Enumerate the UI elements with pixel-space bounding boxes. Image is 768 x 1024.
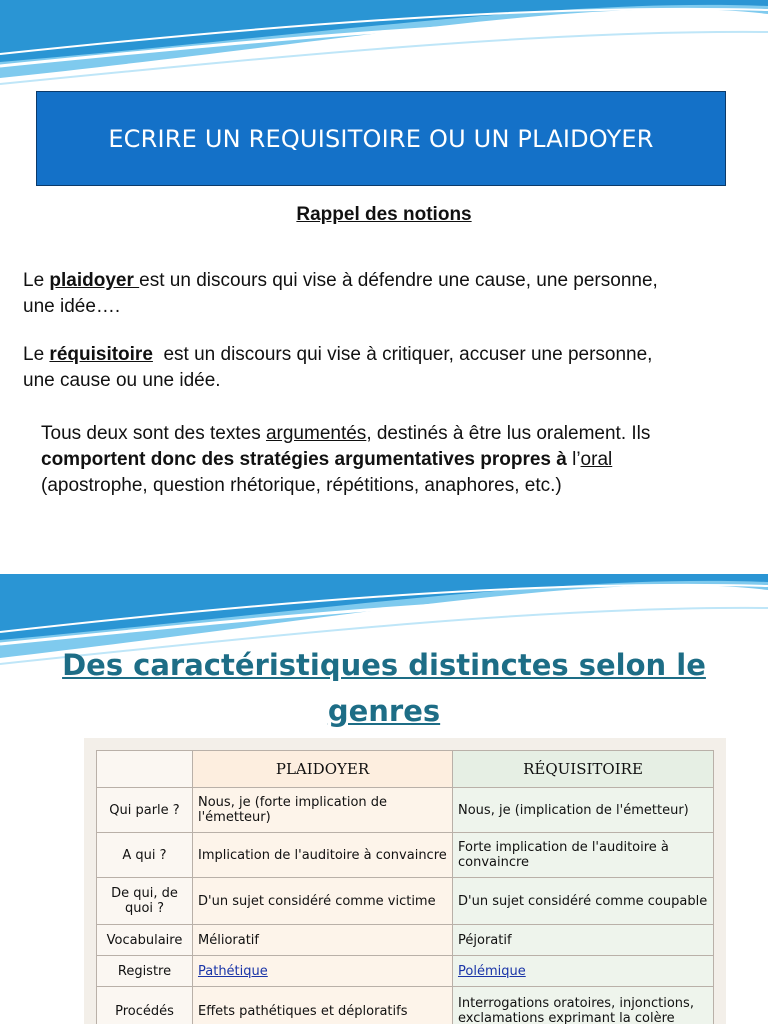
header-plaidoyer: PLAIDOYER [193,751,453,788]
slide-2-heading [0,642,768,734]
p3-rest: , destinés à être lus oralement. Ils [366,423,651,444]
p1-rest: est un discours qui vise à défendre une cause, une personne, [139,270,658,291]
subtitle [0,204,768,226]
heading-line-2: genres [327,694,441,728]
requisitoire-cell: Forte implication de l'auditoire à convaincre [453,833,714,878]
p1-line2: une idée…. [23,296,121,317]
term-requisitoire: réquisitoire [49,344,153,365]
table-header-row [97,751,714,788]
title-banner [36,91,726,186]
slide-2 [0,574,768,1024]
plaidoyer-cell: Implication de l'auditoire à convaincre [193,833,453,878]
table-row [97,788,714,833]
requisitoire-cell: Nous, je (implication de l'émetteur) [453,788,714,833]
heading-line-1: Des caractéristiques distinctes selon le [62,648,706,682]
plaidoyer-cell: Nous, je (forte implication de l'émetteur) [193,788,453,833]
table-row [97,987,714,1024]
p3-mid: l’ [566,449,581,470]
term-oral: oral [580,449,613,470]
subtitle-text: Rappel des notions [296,204,472,225]
term-argumentes: argumentés [265,423,367,444]
plaidoyer-definition [23,268,748,320]
p1-prefix: Le [23,270,50,291]
row-label: Procédés [97,987,193,1024]
table-row [97,925,714,956]
table-row [97,878,714,925]
requisitoire-cell [453,956,714,987]
row-label: A qui ? [97,833,193,878]
row-label: Qui parle ? [97,788,193,833]
header-requisitoire: RÉQUISITOIRE [453,751,714,788]
slide-title: ECRIRE UN REQUISITOIRE OU UN PLAIDOYER [108,124,654,153]
plaidoyer-cell [193,956,453,987]
p3-prefix: Tous deux sont des textes [41,423,266,444]
requisitoire-cell: D'un sujet considéré comme coupable [453,878,714,925]
plaidoyer-cell: D'un sujet considéré comme victime [193,878,453,925]
term-plaidoyer: plaidoyer [49,270,140,291]
p2-rest: est un discours qui vise à critiquer, accuser une personne, [152,344,653,365]
requisitoire-definition [23,342,748,394]
table-row [97,956,714,987]
p2-prefix: Le [23,344,50,365]
row-label: Vocabulaire [97,925,193,956]
p3-bold: comportent donc des stratégies argumentatives propres à [41,449,567,470]
comparison-table-panel [84,738,726,1024]
requisitoire-cell: Péjoratif [453,925,714,956]
pathetique-link[interactable]: Pathétique [198,963,268,979]
requisitoire-cell: Interrogations oratoires, injonctions, exclamations exprimant la colère [453,987,714,1024]
table-row [97,833,714,878]
p2-line2: une cause ou une idée. [23,370,221,391]
header-empty [97,751,193,788]
row-label: Registre [97,956,193,987]
wave-banner-decoration [0,0,768,90]
p3-line3: (apostrophe, question rhétorique, répétitions, anaphores, etc.) [41,475,562,496]
polemique-link[interactable]: Polémique [458,963,526,979]
row-label: De qui, de quoi ? [97,878,193,925]
comparison-table [96,750,714,1024]
plaidoyer-cell: Effets pathétiques et déploratifs [193,987,453,1024]
shared-traits-paragraph [41,421,741,499]
plaidoyer-cell: Mélioratif [193,925,453,956]
